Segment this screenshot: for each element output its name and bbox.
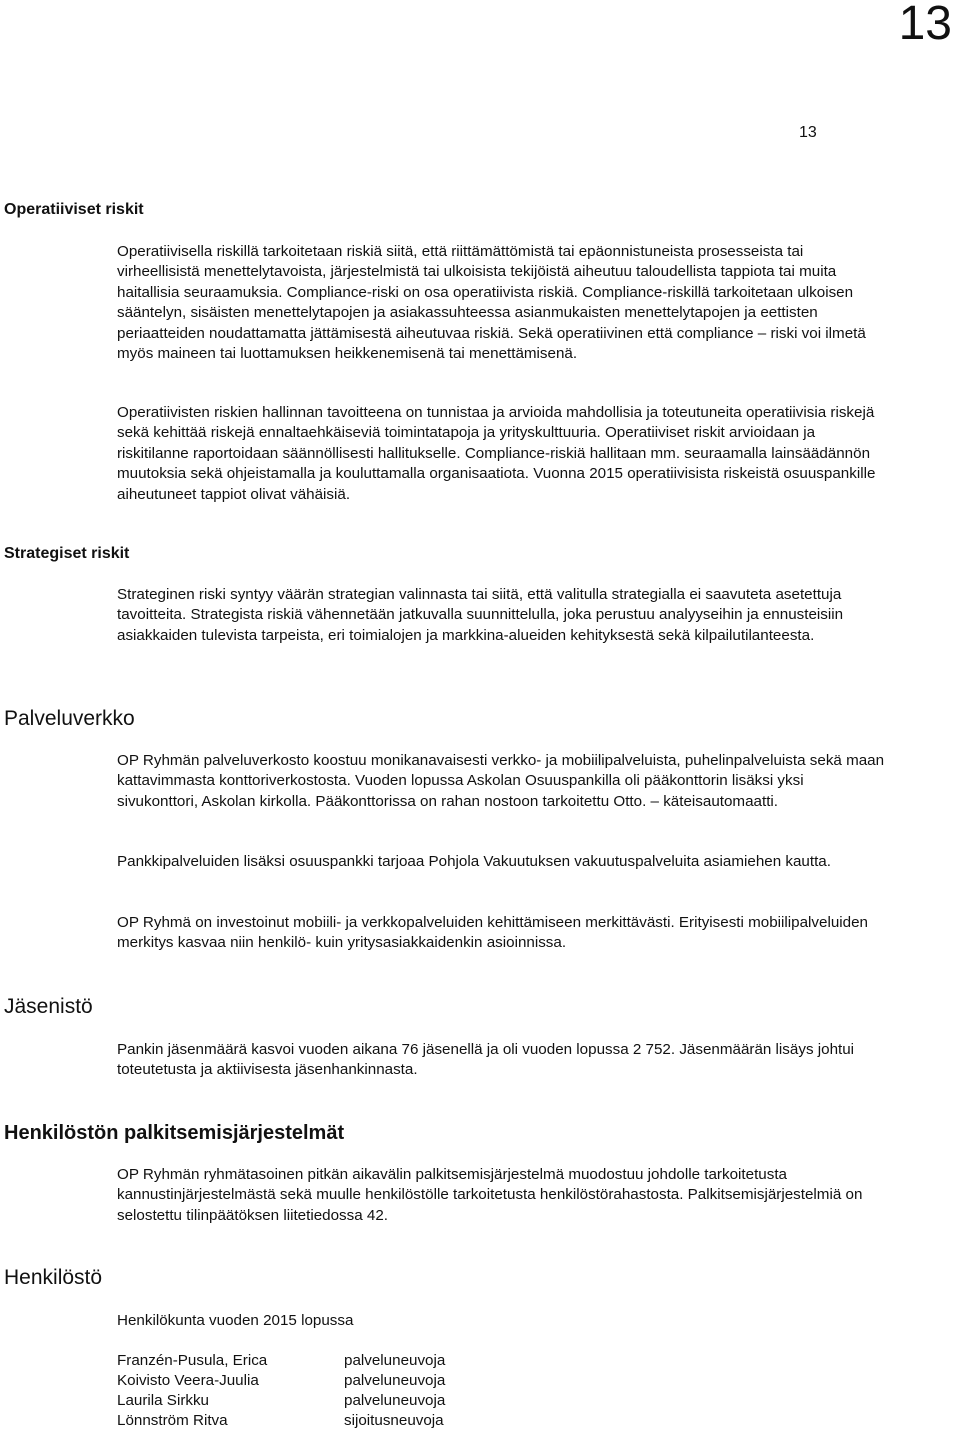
staff-name: Franzén-Pusula, Erica	[117, 1352, 268, 1369]
paragraph-reward-1: OP Ryhmän ryhmätasoinen pitkän aikavälin palkitsemisjärjestelmä muodostuu johdolle tarkoitetusta kannustinjärjestelmästä sekä muulle henkilöstölle tarkoitetusta henkilöstörahastosta. Palkitsemisjärjestelmiä on selostettu tilinpäätöksen liitetiedossa 42.	[117, 1166, 863, 1224]
staff-role: palveluneuvoja	[344, 1392, 446, 1409]
staff-role: palveluneuvoja	[344, 1372, 446, 1389]
heading-staff: Henkilöstö	[4, 1266, 103, 1289]
heading-strategic-risks: Strategiset riskit	[4, 545, 130, 562]
staff-name: Lönnström Ritva	[117, 1412, 228, 1429]
corner-page-number: 13	[898, 0, 952, 50]
staff-name: Koivisto Veera-Juulia	[117, 1372, 259, 1389]
paragraph-network-2: Pankkipalveluiden lisäksi osuuspankki tarjoaa Pohjola Vakuutuksen vakuutuspalveluita asiamiehen kautta.	[117, 853, 831, 870]
paragraph-network-3: OP Ryhmä on investoinut mobiili- ja verkkopalveluiden kehittämiseen merkittävästi. Erityisesti mobiilipalveluiden merkitys kasvaa niin henkilö- kuin yritysasiakkaidenkin asioinnissa.	[117, 914, 868, 952]
staff-role: sijoitusneuvoja	[344, 1412, 444, 1429]
paragraph-strategic-1: Strateginen riski syntyy väärän strategian valinnasta tai siitä, että valitulla strategialla ei saavuteta asetettuja tavoitteita. Strategista riskiä vähennetään jatkuvalla suunnittelulla, joka perustuu analyyseihin ja ennusteisiin asiakkaiden tulevista tarpeista, eri toimialojen ja markkina-alueiden kehityksestä sekä kilpailutilanteesta.	[117, 586, 844, 644]
staff-role: palveluneuvoja	[344, 1352, 446, 1369]
paragraph-members-1: Pankin jäsenmäärä kasvoi vuoden aikana 76 jäsenellä ja oli vuoden lopussa 2 752. Jäsenmäärän lisäys johtui toteutetusta ja aktiivisesta jäsenhankinnasta.	[117, 1041, 855, 1079]
heading-reward-systems: Henkilöstön palkitsemisjärjestelmät	[4, 1122, 345, 1144]
staff-intro: Henkilökunta vuoden 2015 lopussa	[117, 1312, 354, 1329]
paragraph-operational-2: Operatiivisten riskien hallinnan tavoitteena on tunnistaa ja arvioida mahdollisia ja toteutuneita operatiivisia riskejä sekä kehittää riskejä ennaltaehkäiseviä toimintatapoja ja yrityskulttuuria. Operatiiviset riskit arvioidaan ja riskitilanne raportoidaan säännöllisesti hallitukselle. Compliance-riskiä hallitaan mm. seuraamalla lainsäädännön muutoksia sekä ohjeistamalla ja kouluttamalla organisaatiota. Vuonna 2015 operatiivisista riskeistä osuuspankille aiheutuneet tappiot olivat vähäisiä.	[117, 404, 876, 503]
heading-members: Jäsenistö	[4, 995, 93, 1018]
heading-service-network: Palveluverkko	[4, 707, 135, 730]
staff-name: Laurila Sirkku	[117, 1392, 210, 1409]
paragraph-network-1: OP Ryhmän palveluverkosto koostuu monikanavaisesti verkko- ja mobiilipalveluista, puhelinpalveluista sekä maan kattavimmasta konttoriverkostosta. Vuoden lopussa Askolan Osuuspankilla oli pääkonttorin lisäksi yksi sivukonttori, Askolan kirkolla. Pääkonttorissa on rahan nostoon tarkoitettu Otto. – käteisautomaatti.	[117, 752, 885, 810]
paragraph-operational-1: Operatiivisella riskillä tarkoitetaan riskiä siitä, että riittämättömistä tai epäonnistuneista prosesseista tai virheellisistä menettelytavoista, järjestelmistä tai ulkoisista tekijöistä aiheutuu taloudellista tappiota tai muita haitallisia seuraamuksia. Compliance-riski on osa operatiivista riskiä. Compliance-riskillä tarkoitetaan ulkoisen sääntelyn, sisäisten menettelytapojen ja asiakassuhteessa asianmukaisten menettelytapojen ja eettisten periaatteiden noudattamatta jättämisestä aiheutuvaa riskiä. Sekä operatiivinen että compliance – riski voi ilmetä myös maineen tai luottamuksen heikkenemisenä tai menettämisenä.	[117, 243, 866, 363]
page-number: 13	[799, 124, 817, 141]
heading-operational-risks: Operatiiviset riskit	[4, 201, 144, 218]
